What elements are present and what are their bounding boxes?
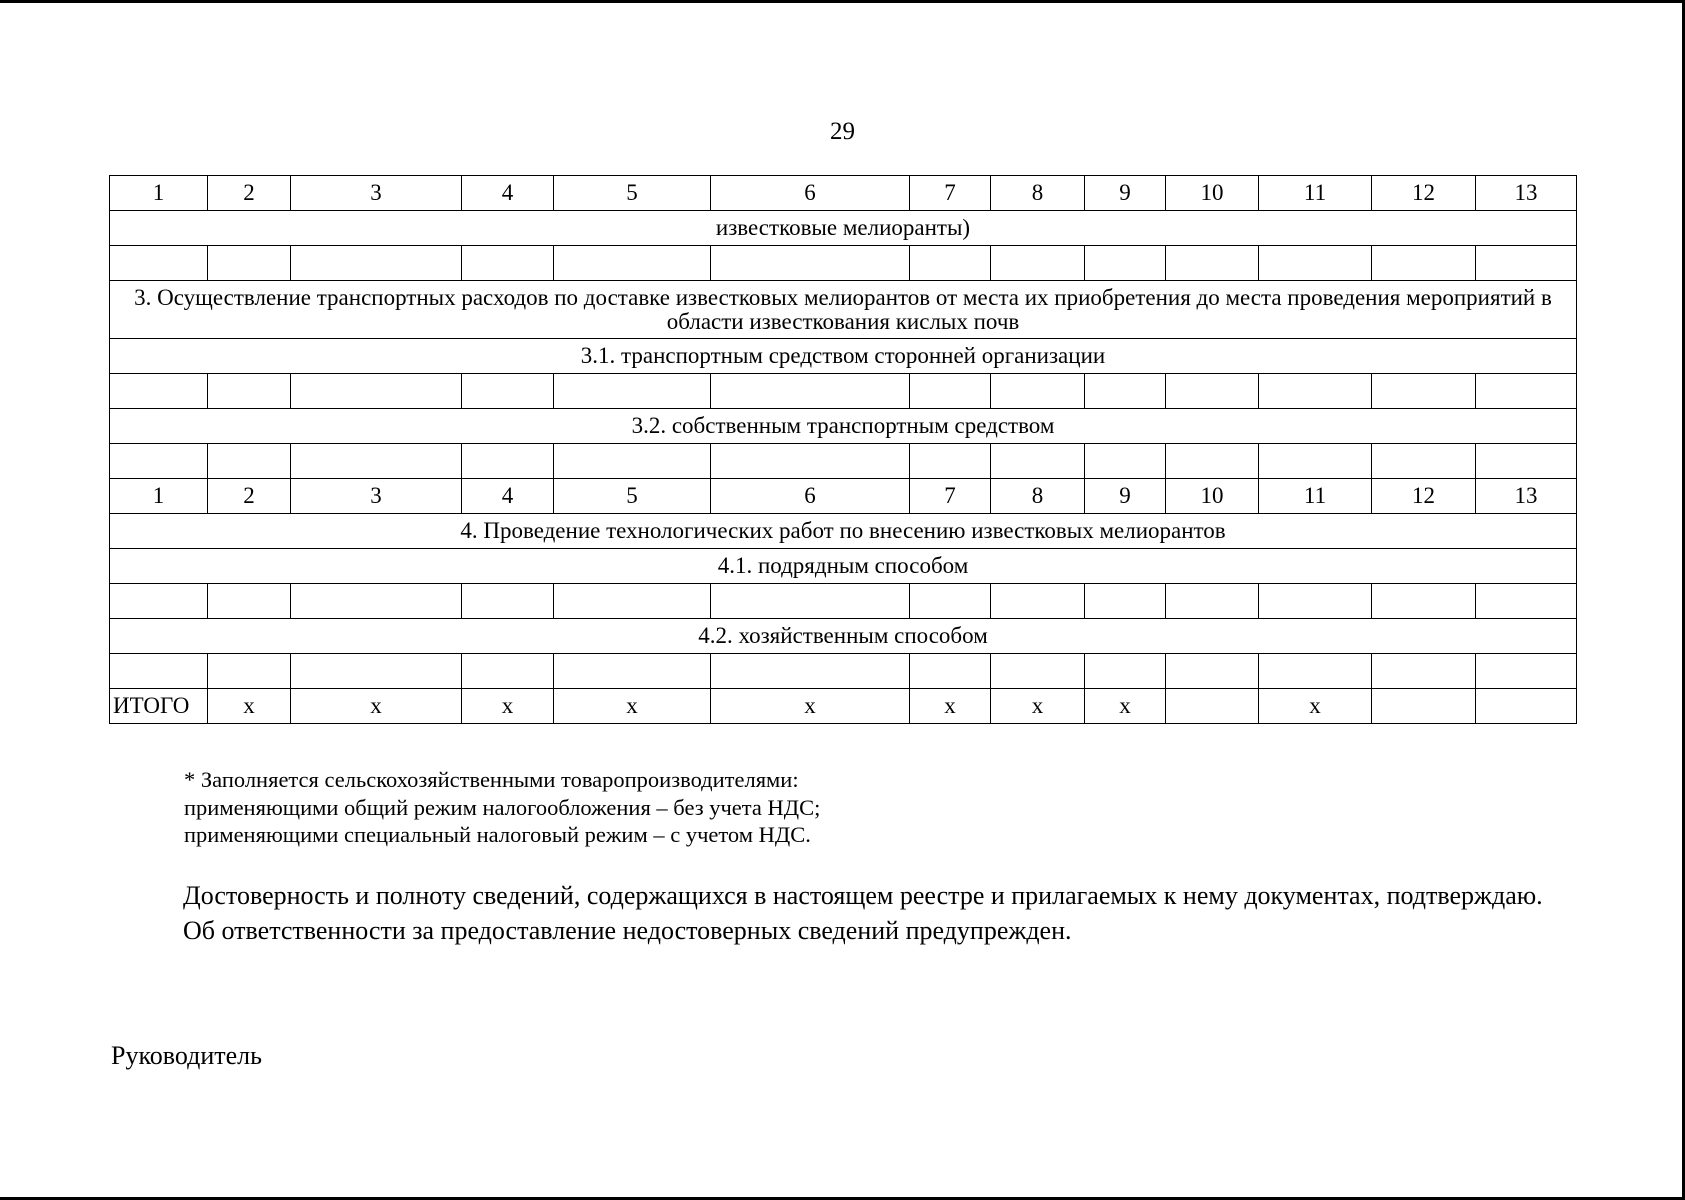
empty-cell xyxy=(554,654,711,689)
empty-cell xyxy=(110,246,208,281)
section-3-title: 3. Осуществление транспортных расходов по доставке известковых мелиорантов от места их приобретения до места проведения мероприятий в области известкования кислых почв xyxy=(110,281,1577,339)
column-number-cell: 12 xyxy=(1372,176,1476,211)
section-4-2-title: 4.2. хозяйственным способом xyxy=(110,619,1577,654)
section-3-1-title: 3.1. транспортным средством сторонней организации xyxy=(110,339,1577,374)
empty-cell xyxy=(1372,374,1476,409)
column-number-cell: 12 xyxy=(1372,479,1476,514)
empty-cell xyxy=(462,246,554,281)
total-cell: х xyxy=(910,689,991,724)
column-number-cell: 13 xyxy=(1476,176,1577,211)
empty-cell xyxy=(291,654,462,689)
empty-cell xyxy=(1476,374,1577,409)
column-number-cell: 8 xyxy=(991,176,1085,211)
section-row xyxy=(110,409,1577,444)
empty-cell xyxy=(291,246,462,281)
section-4-1-title: 4.1. подрядным способом xyxy=(110,549,1577,584)
empty-cell xyxy=(991,654,1085,689)
responsibility-paragraph: Об ответственности за предоставление недостоверных сведений предупрежден. xyxy=(183,916,1072,945)
empty-cell xyxy=(1166,654,1259,689)
empty-cell xyxy=(910,246,991,281)
empty-cell xyxy=(554,444,711,479)
column-number-cell: 3 xyxy=(291,176,462,211)
empty-cell xyxy=(554,246,711,281)
empty-cell xyxy=(711,374,910,409)
footnote xyxy=(184,766,820,849)
empty-cell xyxy=(1085,444,1166,479)
total-cell: х xyxy=(1085,689,1166,724)
empty-cell xyxy=(1259,584,1372,619)
empty-cell xyxy=(991,584,1085,619)
empty-data-row xyxy=(110,444,1577,479)
column-number-row xyxy=(110,479,1577,514)
column-number-cell: 5 xyxy=(554,479,711,514)
attestation-block xyxy=(111,878,1576,948)
total-cell: х xyxy=(462,689,554,724)
empty-cell xyxy=(1085,246,1166,281)
column-number-cell: 9 xyxy=(1085,479,1166,514)
empty-cell xyxy=(991,246,1085,281)
empty-cell xyxy=(1166,374,1259,409)
empty-cell xyxy=(1259,246,1372,281)
section-3-2-title: 3.2. собственным транспортным средством xyxy=(110,409,1577,444)
empty-cell xyxy=(462,444,554,479)
empty-cell xyxy=(291,444,462,479)
registry-table xyxy=(109,175,1577,724)
empty-cell xyxy=(1166,246,1259,281)
empty-cell xyxy=(110,654,208,689)
empty-cell xyxy=(991,444,1085,479)
section-row xyxy=(110,281,1577,339)
column-number-cell: 8 xyxy=(991,479,1085,514)
empty-cell xyxy=(208,584,291,619)
empty-cell xyxy=(1259,444,1372,479)
empty-cell xyxy=(1085,374,1166,409)
total-cell xyxy=(1166,689,1259,724)
section-row xyxy=(110,619,1577,654)
column-number-cell: 2 xyxy=(208,479,291,514)
empty-data-row xyxy=(110,246,1577,281)
empty-cell xyxy=(1476,444,1577,479)
empty-cell xyxy=(910,654,991,689)
footnote-line: применяющими общий режим налогообложения – без учета НДС; xyxy=(184,794,821,820)
empty-cell xyxy=(1476,246,1577,281)
empty-cell xyxy=(1372,246,1476,281)
footnote-line: применяющими специальный налоговый режим – с учетом НДС. xyxy=(184,822,811,847)
empty-cell xyxy=(991,374,1085,409)
empty-cell xyxy=(1259,654,1372,689)
empty-cell xyxy=(110,584,208,619)
empty-cell xyxy=(208,374,291,409)
empty-cell xyxy=(1372,654,1476,689)
empty-cell xyxy=(554,584,711,619)
column-number-row xyxy=(110,176,1577,211)
empty-cell xyxy=(1476,654,1577,689)
empty-cell xyxy=(711,246,910,281)
column-number-cell: 13 xyxy=(1476,479,1577,514)
empty-data-row xyxy=(110,374,1577,409)
total-cell: х xyxy=(711,689,910,724)
section-row xyxy=(110,549,1577,584)
column-number-cell: 9 xyxy=(1085,176,1166,211)
empty-cell xyxy=(1085,584,1166,619)
empty-cell xyxy=(1372,444,1476,479)
empty-cell xyxy=(291,374,462,409)
total-cell: х xyxy=(554,689,711,724)
empty-cell xyxy=(1372,584,1476,619)
section-row xyxy=(110,339,1577,374)
total-cell xyxy=(1372,689,1476,724)
empty-cell xyxy=(462,374,554,409)
empty-cell xyxy=(1259,374,1372,409)
empty-cell xyxy=(1085,654,1166,689)
column-number-cell: 10 xyxy=(1166,479,1259,514)
empty-data-row xyxy=(110,654,1577,689)
empty-cell xyxy=(711,444,910,479)
empty-cell xyxy=(910,584,991,619)
total-cell: х xyxy=(208,689,291,724)
column-number-cell: 2 xyxy=(208,176,291,211)
column-number-cell: 11 xyxy=(1259,479,1372,514)
empty-cell xyxy=(554,374,711,409)
section-row xyxy=(110,211,1577,246)
empty-cell xyxy=(910,444,991,479)
empty-cell xyxy=(208,444,291,479)
signature-label: Руководитель xyxy=(111,1041,262,1070)
empty-cell xyxy=(1166,584,1259,619)
section-caption-continuation: известковые мелиоранты) xyxy=(110,211,1577,246)
column-number-cell: 1 xyxy=(110,176,208,211)
empty-cell xyxy=(1166,444,1259,479)
empty-cell xyxy=(208,654,291,689)
empty-cell xyxy=(110,444,208,479)
column-number-cell: 6 xyxy=(711,479,910,514)
column-number-cell: 11 xyxy=(1259,176,1372,211)
section-4-title: 4. Проведение технологических работ по внесению известковых мелиорантов xyxy=(110,514,1577,549)
column-number-cell: 10 xyxy=(1166,176,1259,211)
empty-cell xyxy=(462,654,554,689)
empty-data-row xyxy=(110,584,1577,619)
column-number-cell: 7 xyxy=(910,479,991,514)
empty-cell xyxy=(208,246,291,281)
page-number: 29 xyxy=(830,118,855,145)
empty-cell xyxy=(291,584,462,619)
column-number-cell: 4 xyxy=(462,176,554,211)
empty-cell xyxy=(711,584,910,619)
total-cell: х xyxy=(1259,689,1372,724)
column-number-cell: 1 xyxy=(110,479,208,514)
column-number-cell: 6 xyxy=(711,176,910,211)
total-label-cell: ИТОГО xyxy=(110,689,208,724)
attestation-paragraph: Достоверность и полноту сведений, содержащихся в настоящем реестре и прилагаемых к нему документах, подтверждаю. xyxy=(183,881,1543,910)
total-cell: х xyxy=(291,689,462,724)
section-row xyxy=(110,514,1577,549)
page-edge-top xyxy=(0,0,1685,3)
empty-cell xyxy=(462,584,554,619)
column-number-cell: 3 xyxy=(291,479,462,514)
column-number-cell: 5 xyxy=(554,176,711,211)
column-number-cell: 7 xyxy=(910,176,991,211)
empty-cell xyxy=(1476,584,1577,619)
total-cell xyxy=(1476,689,1577,724)
empty-cell xyxy=(110,374,208,409)
total-row xyxy=(110,689,1577,724)
column-number-cell: 4 xyxy=(462,479,554,514)
empty-cell xyxy=(711,654,910,689)
total-cell: х xyxy=(991,689,1085,724)
empty-cell xyxy=(910,374,991,409)
footnote-line: * Заполняется сельскохозяйственными товаропроизводителями: xyxy=(184,767,799,792)
